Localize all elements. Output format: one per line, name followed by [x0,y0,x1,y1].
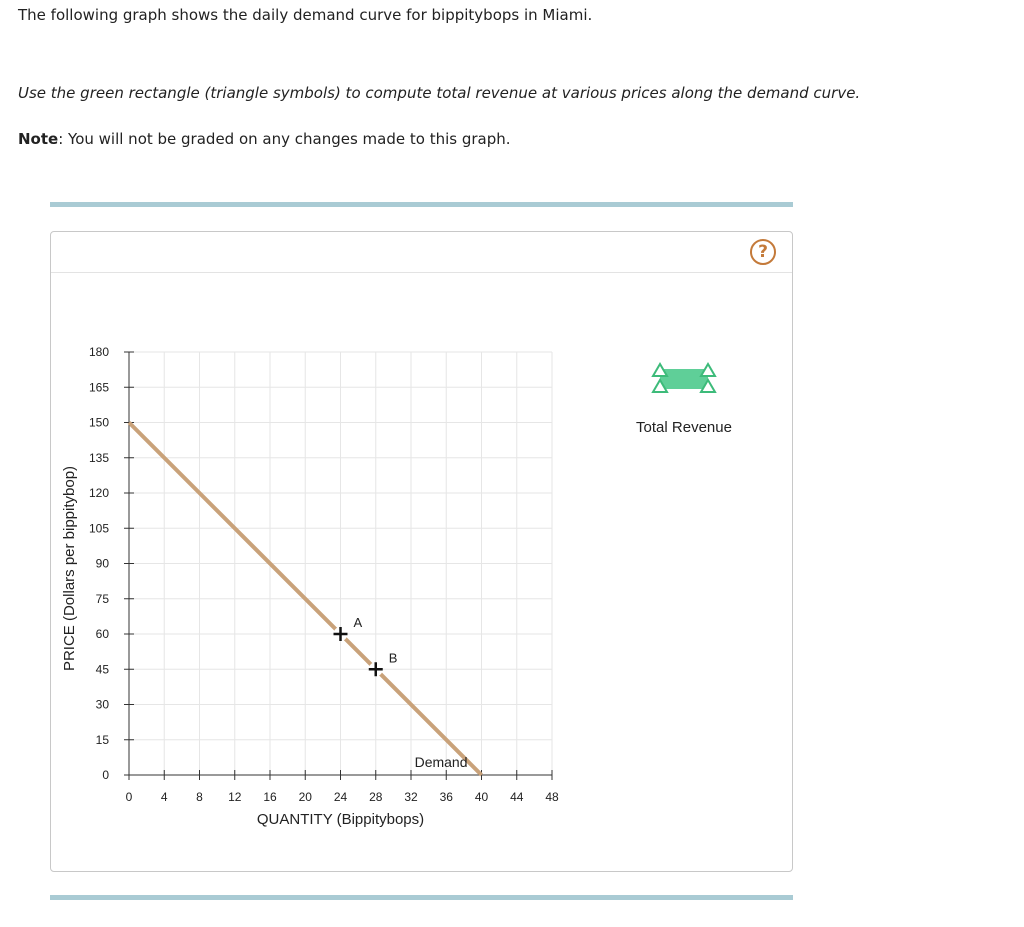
chart-points [334,615,398,676]
intro-text: The following graph shows the daily demand curve for bippitybops in Miami. [18,6,593,24]
y-tick-label: 165 [88,380,109,395]
y-tick-label: 60 [95,627,109,641]
x-tick-label: 48 [545,790,559,804]
x-tick-label: 12 [228,790,242,804]
y-tick-label: 90 [95,556,109,571]
y-tick-label: 75 [95,591,109,606]
help-icon[interactable]: ? [750,239,776,265]
note-label: Note [18,130,59,148]
y-tick-label: 45 [95,662,109,677]
x-tick-label: 16 [263,790,277,804]
chart-grid [129,352,552,775]
x-tick-label: 20 [298,790,312,804]
legend[interactable] [653,364,715,392]
bottom-divider [50,895,793,900]
y-tick-label: 15 [95,732,109,747]
y-tick-label: 180 [88,345,109,359]
x-tick-label: 8 [196,790,203,804]
legend-label: Total Revenue [636,419,732,436]
instruction-text: Use the green rectangle (triangle symbols) to compute total revenue at various prices along the demand curve. [18,84,861,102]
y-tick-label: 150 [88,415,109,430]
point-label: B [388,650,398,666]
x-tick-label: 28 [369,790,383,804]
x-tick-label: 40 [474,790,489,804]
x-tick-label: 32 [404,790,418,804]
y-tick-label: 135 [88,450,109,465]
x-axis-title: QUANTITY (Bippitybops) [256,811,425,828]
x-tick-label: 24 [333,790,348,804]
y-tick-label: 120 [88,486,109,500]
demand-label: Demand [414,754,468,770]
x-tick-label: 4 [160,790,168,804]
point-label: A [353,615,363,630]
y-tick-label: 30 [95,697,109,712]
y-tick-label: 0 [102,768,109,782]
x-tick-label: 44 [510,790,524,804]
total-revenue-rect[interactable] [660,369,708,389]
y-tick-label: 105 [88,521,109,536]
chart-axes [89,345,559,804]
y-axis-title: PRICE (Dollars per bippitybop) [61,465,78,672]
note-body: : You will not be graded on any changes made to this graph. [58,130,511,148]
x-tick-label: 0 [125,790,133,804]
x-tick-label: 36 [439,790,453,804]
